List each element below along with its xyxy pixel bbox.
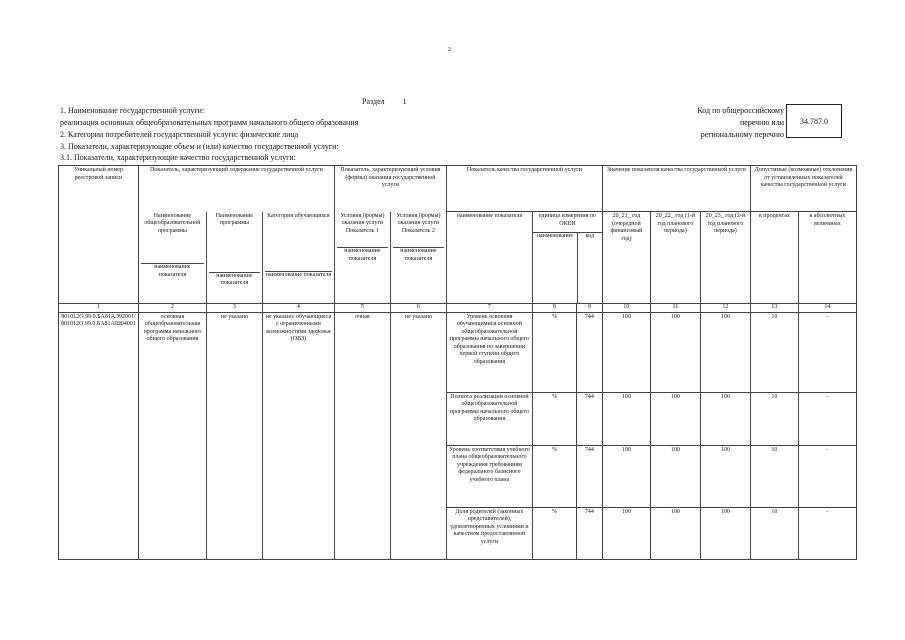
hdr-conditions-group: Показатель, характеризующий условия (формы) оказания государственной услуги [334, 166, 446, 212]
hdr-content-group: Показатель, характеризующий содержание государственной услуги [138, 166, 334, 212]
deviation-percent: 10 [750, 507, 798, 559]
value-year-3: 100 [700, 507, 750, 559]
hdr-condition-1: Условия (формы) оказания услуги Показатель 1 наименование показателя [334, 212, 390, 304]
col-num: 2 [138, 304, 206, 313]
column-numbers-row [59, 304, 857, 313]
deviation-absolute: - [798, 507, 856, 559]
hdr-value-group: Значение показателя качества государственной услуги [602, 166, 750, 212]
quality-table [58, 165, 857, 560]
hdr-unit-code: код [585, 233, 595, 239]
value-year-1: 100 [602, 445, 650, 507]
col-num: 10 [602, 304, 650, 313]
indicator-name: Уровень освоения обучающимися основной общеобразовательной программы начального общего образования по завершении первой ступени общего образования [446, 312, 532, 392]
category: не указано/ обучающиеся с ограниченными возможностями здоровья (ОВЗ) [262, 312, 334, 559]
unit: % [532, 507, 576, 559]
program-name: основная общеобразовательная программа начального общего образования [138, 312, 206, 559]
unit: % [532, 445, 576, 507]
hdr-indicator-name: наименование показателя [446, 212, 532, 304]
deviation-percent: 10 [750, 392, 798, 445]
col-num: 6 [390, 304, 446, 313]
col-num: 5 [334, 304, 390, 313]
record-code: 801012О.99.0.БА81АЭ92001/ 801012О.99.0.БА81АШ04001 [59, 312, 139, 559]
indicator-name: Полнота реализации основной общеобразовательной программы начального общего образования [446, 392, 532, 445]
code-label-3: региональному перечню [700, 130, 784, 139]
condition-2: не указано [390, 312, 446, 559]
section-label: Раздел [362, 97, 385, 106]
col-num: 7 [446, 304, 532, 313]
value-year-2: 100 [650, 445, 700, 507]
indicator-name: Доля родителей (законных представителей), удовлетворенных условиями и качеством предоставляемой услуги [446, 507, 532, 559]
value-year-2: 100 [650, 392, 700, 445]
value-year-3: 100 [700, 392, 750, 445]
page-number: 2 [448, 47, 451, 53]
value-year-1: 100 [602, 507, 650, 559]
hdr-percent: в процентах [750, 212, 798, 304]
hdr-deviation-group: Допустимые (возможные) отклонения от установленных показателей качества государственной услуги [750, 166, 856, 212]
col-num: 11 [650, 304, 700, 313]
table-row [59, 312, 857, 392]
col-num: 13 [750, 304, 798, 313]
section-heading [362, 97, 407, 106]
col-num: 1 [59, 304, 139, 313]
unit-code: 744 [576, 445, 602, 507]
hdr-unit: единица измерения по ОКЕИ наименование код [532, 212, 602, 304]
form: очная [334, 312, 390, 559]
section-number: 1 [402, 97, 407, 106]
hdr-program-name: Наименование общеобразовательной программы наименование показателя [138, 212, 206, 304]
service-name-value: реализация основных общеобразовательных программ начального общего образования [60, 118, 359, 127]
value-year-1: 100 [602, 312, 650, 392]
hdr-year-3: 20_23_ год (2-й год планового периода) [700, 212, 750, 304]
value-year-1: 100 [602, 392, 650, 445]
hdr-unit-name: наименование [533, 233, 578, 303]
unit: % [532, 392, 576, 445]
col-num: 12 [700, 304, 750, 313]
unit-code: 744 [576, 312, 602, 392]
col-num: 14 [798, 304, 856, 313]
quality-indicators-heading: 3.1. Показатели, характеризующие качество государственной услуги: [60, 153, 296, 162]
deviation-absolute: - [798, 445, 856, 507]
value-year-2: 100 [650, 507, 700, 559]
hdr-quality-group: Показатель качества государственной услуги [446, 166, 602, 212]
hdr-condition-2: Условия (формы) оказания услуги Показатель 2 наименование показателя [390, 212, 446, 304]
code-label-1: Код по общероссийскому [697, 106, 784, 115]
deviation-absolute: - [798, 312, 856, 392]
hdr-record-number: Уникальный номер реестровой записи [59, 166, 139, 304]
unit-code: 744 [576, 507, 602, 559]
value-year-3: 100 [700, 312, 750, 392]
col-num: 4 [262, 304, 334, 313]
value-year-2: 100 [650, 312, 700, 392]
code-label-2: перечню или [739, 118, 784, 127]
unit-code: 744 [576, 392, 602, 445]
unit: % [532, 312, 576, 392]
program: не указано [206, 312, 262, 559]
hdr-year-2: 20_22_ год (1-й год планового периода) [650, 212, 700, 304]
indicators-heading: 3. Показатели, характеризующие объем и (или) качество государственной услуги: [60, 142, 339, 151]
hdr-program: Наименование программы наименование показателя [206, 212, 262, 304]
deviation-percent: 10 [750, 312, 798, 392]
service-name-label: 1. Наименование государственной услуги: [60, 106, 205, 115]
value-year-3: 100 [700, 445, 750, 507]
code-box: 34.787.0 [786, 104, 842, 138]
hdr-absolute: в абсолютных величинах [798, 212, 856, 304]
deviation-percent: 10 [750, 445, 798, 507]
consumer-category: 2. Категории потребителей государственной услуги: физические лица [60, 130, 299, 139]
col-num: 9 [576, 304, 602, 313]
hdr-category: Категория обучающихся наименование показателя [262, 212, 334, 304]
col-num: 3 [206, 304, 262, 313]
hdr-year-1: 20_21_ год (очередной финансовый год) [602, 212, 650, 304]
indicator-name: Уровень соответствия учебного плана общеобразовательного учреждения требованиям федерального базисного учебного плана [446, 445, 532, 507]
deviation-absolute: - [798, 392, 856, 445]
col-num: 8 [532, 304, 576, 313]
